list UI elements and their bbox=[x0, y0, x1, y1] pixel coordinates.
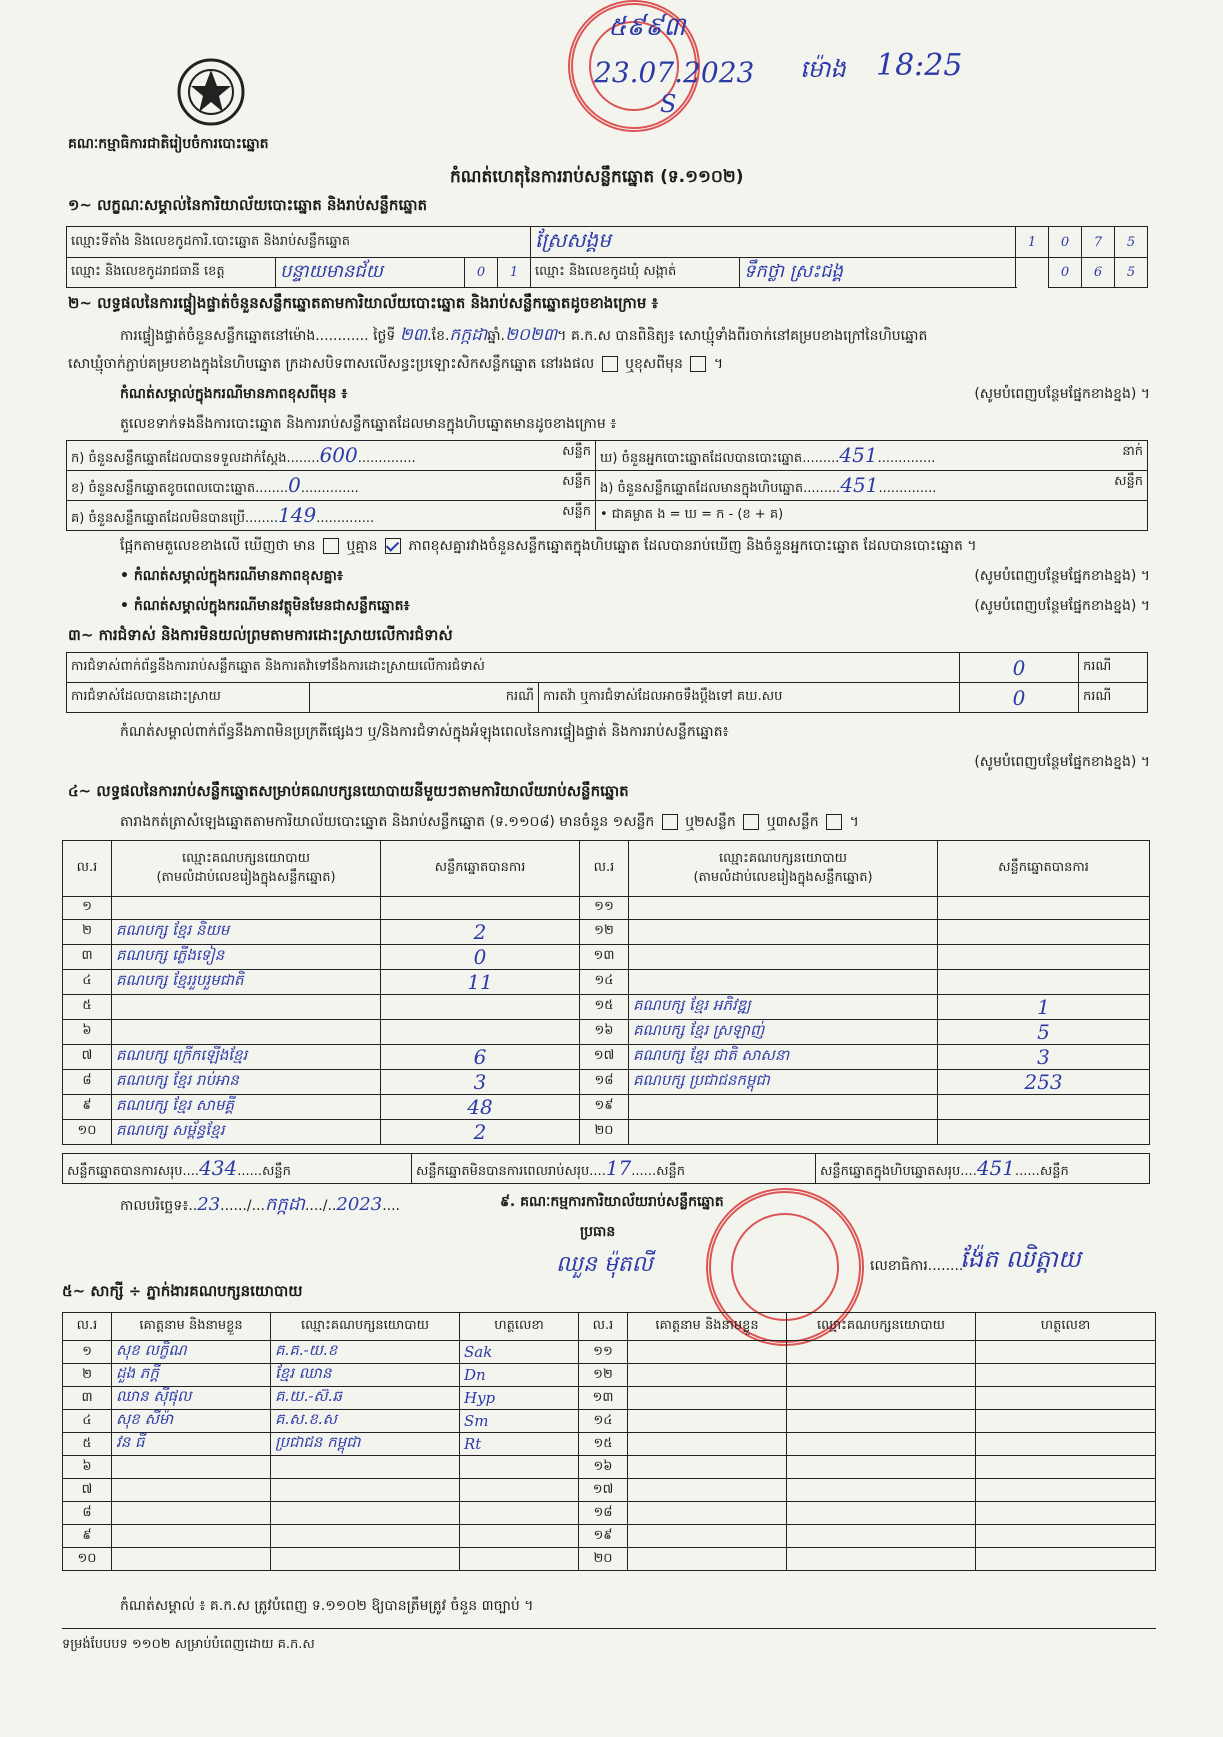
witness-party bbox=[271, 1456, 460, 1479]
location-code-digit: 7 bbox=[1082, 227, 1115, 258]
nec-emblem-icon bbox=[165, 56, 257, 128]
party-name bbox=[629, 1119, 938, 1144]
difference-note-line: កំណត់សម្គាល់ក្នុងករណីមានភាពខុសពីមុន ៖ (សូមបំពេញបន្ថែមផ្នែកខាងខ្នង) ។ bbox=[120, 386, 1150, 402]
foreign-object-note: • កំណត់សម្គាល់ក្នុងករណីមានវត្ថុមិនមែនជាសន្លឹកឆ្នោត៖ (សូមបំពេញបន្ថែមផ្នែកខាងខ្នង) ។ bbox=[120, 598, 1150, 614]
received-time-label: ម៉ោង bbox=[800, 55, 846, 83]
one-sheet-checkbox[interactable] bbox=[662, 814, 678, 830]
row-number: ៣ bbox=[63, 1387, 112, 1410]
row-number: ១៩ bbox=[580, 1094, 629, 1119]
complaints-table: ការជំទាស់ពាក់ព័ន្ធនឹងការរាប់សន្លឹកឆ្នោត និងការតវ៉ាទៅនឹងការដោះស្រាយលើការជំទាស់ 0 ករណី ការជំទាស់ដែលបានដោះស្រាយ ករណី ការតវ៉ា ឬការជំទាស់ដែលអាចទឹងប្តឹងទៅ គឃ.សប 0 ករណី bbox=[66, 652, 1148, 713]
row-number: ៦ bbox=[63, 1456, 112, 1479]
valid-votes bbox=[938, 897, 1150, 920]
valid-votes: 3 bbox=[938, 1044, 1150, 1069]
valid-votes bbox=[381, 994, 580, 1019]
witness-signature bbox=[460, 1525, 579, 1548]
witness-party bbox=[787, 1548, 976, 1571]
witness-signature bbox=[976, 1364, 1156, 1387]
table-row bbox=[63, 969, 1150, 994]
witness-signature bbox=[976, 1433, 1156, 1456]
party-name bbox=[629, 944, 938, 969]
valid-votes bbox=[381, 897, 580, 920]
table-row bbox=[63, 1341, 1156, 1364]
committee-label: ៩. គណៈកម្មការការិយាល័យរាប់សន្លឹកឆ្នោត bbox=[500, 1194, 724, 1210]
row-number: ១ bbox=[63, 1341, 112, 1364]
row-number: ១៦ bbox=[580, 1019, 629, 1044]
form-usage-note: ទម្រង់បែបបទ ១១០២ សម្រាប់បំពេញដោយ គ.ក.ស bbox=[62, 1637, 315, 1652]
witness-signature bbox=[976, 1479, 1156, 1502]
party-name bbox=[629, 1094, 938, 1119]
witness-signature: Sak bbox=[460, 1341, 579, 1364]
row-number: ១៦ bbox=[579, 1456, 628, 1479]
location-table bbox=[66, 226, 1148, 288]
witness-name bbox=[628, 1479, 787, 1502]
row-number: ១៥ bbox=[579, 1433, 628, 1456]
party-name: គណបក្ស ក្រើកឡើងខ្មែរ bbox=[112, 1044, 381, 1069]
row-number: ៦ bbox=[63, 1019, 112, 1044]
row-number: ១២ bbox=[579, 1364, 628, 1387]
party-results-table: ល.រ ឈ្មោះគណបក្សនយោបាយ (តាមលំដាប់លេខរៀងក្នុងសន្លឹកឆ្នោត) សន្លឹកឆ្នោតបានការ ល.រ ឈ្មោះគណបក្សនយោបាយ (តាមលំដាប់លេខរៀងក្នុងសន្លឹកឆ្នោត) សន្លឹកឆ្នោតបានការ ១ ១១ ២ គណបក្ស ខ្មែរ និយម 2 ១២ ៣ គណបក្ស ភ្លើងទៀន 0 ១៣ ៤ គណបក្ស ខ្មែររួបរួមជាតិ 11 ១៤ ៥ ១៥ គណបក្ស ខ្មែរ អភិវឌ្ឍ 1 ៦ ១៦ គណបក្ស ខ្មែរ ស្រឡាញ់ 5 ៧ គណបក្ស ក្រើកឡើងខ្មែរ 6 ១៧ គណបក្ស ខ្មែរ ជាតិ សាសនា 3 ៨ គណបក្ស ខ្មែរ រាប់អាន 3 ១៨ គណបក្ស ប្រជាជនកម្ពុជា 253 ៩ គណបក្ស ខ្មែរ សាមគ្គី 48 ១៩ ១០ គណបក្ស សម្ព័ន្ធខ្មែរ 2 ២០ bbox=[62, 840, 1150, 1145]
witness-signature bbox=[976, 1502, 1156, 1525]
witness-signature bbox=[460, 1479, 579, 1502]
witness-name: វន ធី bbox=[112, 1433, 271, 1456]
witness-name: សុខ លក្ខិណ bbox=[112, 1341, 271, 1364]
party-name: គណបក្ស ភ្លើងទៀន bbox=[112, 944, 381, 969]
valid-votes: 0 bbox=[381, 944, 580, 969]
received-initial: S bbox=[660, 90, 677, 118]
party-name: គណបក្ស ខ្មែរ អភិវឌ្ឍ bbox=[629, 994, 938, 1019]
witness-name: ឈាន ស៊ីផុល bbox=[112, 1387, 271, 1410]
tally-sheet-line: តារាងកត់ត្រាសំឡេងឆ្នោតតាមការិយាល័យបោះឆ្នោត និងរាប់សន្លឹកឆ្នោត (ទ.១១០៨) មានចំនួន ១សន្លឹក ឬ២សន្លឹក ឬ៣សន្លឹក ។ bbox=[120, 814, 859, 830]
footnote: កំណត់សម្គាល់ ៖ គ.ក.ស ត្រូវបំពេញ ទ.១១០២ ឱ្យបានត្រឹមត្រូវ ចំនួន ៣ច្បាប់ ។ bbox=[120, 1598, 534, 1614]
witness-party bbox=[271, 1548, 460, 1571]
witness-name bbox=[628, 1364, 787, 1387]
province-code-digit: 1 bbox=[498, 258, 531, 288]
witness-name bbox=[628, 1387, 787, 1410]
row-number: ១៤ bbox=[579, 1410, 628, 1433]
witness-signature bbox=[460, 1456, 579, 1479]
received-code: ៥៩៩៣ bbox=[608, 12, 686, 42]
witness-signature bbox=[976, 1525, 1156, 1548]
table-row bbox=[63, 897, 1150, 920]
two-sheets-checkbox[interactable] bbox=[743, 814, 759, 830]
witness-signature bbox=[976, 1456, 1156, 1479]
table-row bbox=[63, 944, 1150, 969]
results-totals: សន្លឹកឆ្នោតបានការសរុប....434......សន្លឹក សន្លឹកឆ្នោតមិនបានការពេលរាប់សរុប....17......សន្លឹក សន្លឹកឆ្នោតក្នុងហិបឆ្នោតសរុប....451......សន្លឹក bbox=[62, 1153, 1150, 1184]
row-number: ១០ bbox=[63, 1548, 112, 1571]
verification-line: ការផ្ទៀងផ្ទាត់ចំនួនសន្លឹកឆ្នោតនៅម៉ោង............ ថ្ងៃទី ២៣.ខែ.កក្កដាឆ្នាំ.២០២៣។ គ.ក.ស បានពិនិត្យ៖ សោឃ្មុំទាំងពីរចាក់នៅគម្របខាងក្រៅនៃហិបឆ្នោត bbox=[120, 325, 928, 345]
party-name bbox=[629, 969, 938, 994]
witness-signature bbox=[976, 1410, 1156, 1433]
section1-title: ១~ លក្ខណៈសម្គាល់នៃការិយាល័យបោះឆ្នោត និងរាប់សន្លឹកឆ្នោត bbox=[68, 196, 428, 214]
witness-name bbox=[628, 1525, 787, 1548]
row-number: ២ bbox=[63, 1364, 112, 1387]
has-difference-checkbox[interactable] bbox=[323, 538, 339, 554]
province-label: ឈ្មោះ និងលេខកូដរាជធានី ខេត្ត bbox=[67, 258, 276, 288]
valid-votes: 1 bbox=[938, 994, 1150, 1019]
row-number: ៩ bbox=[63, 1094, 112, 1119]
party-name: គណបក្ស ខ្មែរ ជាតិ សាសនា bbox=[629, 1044, 938, 1069]
valid-votes: 3 bbox=[381, 1069, 580, 1094]
row-number: ៣ bbox=[63, 944, 112, 969]
location-code-digit: 0 bbox=[1049, 227, 1082, 258]
row-number: ១៩ bbox=[579, 1525, 628, 1548]
valid-votes: 253 bbox=[938, 1069, 1150, 1094]
table-row bbox=[63, 1019, 1150, 1044]
valid-votes: 5 bbox=[938, 1019, 1150, 1044]
no-difference-checkbox[interactable] bbox=[385, 538, 401, 554]
row-number: ១៧ bbox=[579, 1479, 628, 1502]
table-row bbox=[63, 1410, 1156, 1433]
party-name: គណបក្ស ខ្មែរ ស្រឡាញ់ bbox=[629, 1019, 938, 1044]
witness-name bbox=[112, 1456, 271, 1479]
president-label: ប្រធាន bbox=[580, 1224, 616, 1240]
valid-votes bbox=[381, 1019, 580, 1044]
party-name: គណបក្ស សម្ព័ន្ធខ្មែរ bbox=[112, 1119, 381, 1144]
table-row bbox=[63, 1387, 1156, 1410]
witness-signature bbox=[976, 1387, 1156, 1410]
witness-party bbox=[787, 1525, 976, 1548]
section5-title: ៥~ សាក្សី ÷ ភ្នាក់ងារគណបក្សនយោបាយ bbox=[62, 1282, 303, 1300]
figures-intro: តួលេខទាក់ទងនឹងការបោះឆ្នោត និងការរាប់សន្លឹកឆ្នោតដែលមានក្នុងហិបឆ្នោតមានដូចខាងក្រោម ៖ bbox=[120, 416, 617, 432]
witness-signature: Dn bbox=[460, 1364, 579, 1387]
valid-votes: 11 bbox=[381, 969, 580, 994]
row-number: ៨ bbox=[63, 1069, 112, 1094]
commune-code-digit: 6 bbox=[1082, 258, 1115, 288]
table-row bbox=[63, 1094, 1150, 1119]
party-name bbox=[112, 897, 381, 920]
row-number: ១០ bbox=[63, 1119, 112, 1144]
seal-line: សោឃ្មុំចាក់ភ្ជាប់គម្របខាងក្នុងនៃហិបឆ្នោត ក្រដាសបិទពាសលើសន្ធះប្រឡោះសិកសន្លឹកឆ្នោត នៅរងផល ឬខុសពីមុន ។ bbox=[68, 356, 724, 372]
party-name bbox=[112, 994, 381, 1019]
table-row bbox=[63, 1069, 1150, 1094]
row-number: ៤ bbox=[63, 969, 112, 994]
difference-line: ផ្អែកតាមតួលេខខាងលើ ឃើញថា មាន ឬគ្មាន ភាពខុសគ្នារវាងចំនួនសន្លឹកឆ្នោតក្នុងហិបឆ្នោត ដែលបានរាប់ឃើញ និងចំនួនអ្នកបោះឆ្នោត ដែលបានបោះឆ្នោត ។ bbox=[120, 538, 977, 554]
witness-party bbox=[787, 1502, 976, 1525]
witness-party bbox=[271, 1502, 460, 1525]
table-row bbox=[63, 1525, 1156, 1548]
witness-signature: Hyp bbox=[460, 1387, 579, 1410]
location-label: ឈ្មោះទីតាំង និងលេខកូដការិ.បោះឆ្នោត និងរាប់សន្លឹកឆ្នោត bbox=[67, 227, 531, 258]
location-value: ស្រែសង្គម bbox=[531, 227, 1016, 258]
witness-party: គ.យ.-ស៊.ឆ bbox=[271, 1387, 460, 1410]
witness-party: ខ្មែរ ឈាន bbox=[271, 1364, 460, 1387]
witness-name bbox=[628, 1548, 787, 1571]
witness-name bbox=[628, 1341, 787, 1364]
valid-votes bbox=[938, 1094, 1150, 1119]
table-row bbox=[63, 1502, 1156, 1525]
secretary-label: លេខាធិការ........ bbox=[870, 1258, 964, 1274]
location-code-digit: 5 bbox=[1115, 227, 1148, 258]
valid-votes bbox=[938, 919, 1150, 944]
party-name bbox=[112, 1019, 381, 1044]
party-name bbox=[629, 919, 938, 944]
row-number: ៤ bbox=[63, 1410, 112, 1433]
location-code-digit: 1 bbox=[1016, 227, 1049, 258]
witness-name: សុខ សីម៉ា bbox=[112, 1410, 271, 1433]
valid-votes bbox=[938, 944, 1150, 969]
unchanged-checkbox[interactable] bbox=[602, 356, 618, 372]
president-signature: ឈួន ម៉ុតលី bbox=[556, 1252, 653, 1277]
row-number: ១៣ bbox=[580, 944, 629, 969]
row-number: ១៨ bbox=[579, 1502, 628, 1525]
witness-party: ប្រជាជន កម្ពុជា bbox=[271, 1433, 460, 1456]
commune-value: ទឹកថ្លា ស្រះជង្គ bbox=[740, 258, 1016, 288]
witness-name bbox=[628, 1410, 787, 1433]
discrepancy-note: • កំណត់សម្គាល់ក្នុងករណីមានភាពខុសគ្នា៖ (សូមបំពេញបន្ថែមផ្នែកខាងខ្នង) ។ bbox=[120, 568, 1150, 584]
irregularity-note: កំណត់សម្គាល់ពាក់ព័ន្ធនឹងភាពមិនប្រក្រតីផ្សេងៗ ឬ/និងការជំទាស់ក្នុងអំឡុងពេលនៃការផ្ទៀងផ្ទាត់ និងការរាប់សន្លឹកឆ្នោត៖ bbox=[120, 724, 729, 740]
table-row bbox=[63, 1456, 1156, 1479]
witness-party bbox=[787, 1341, 976, 1364]
section3-title: ៣~ ការជំទាស់ និងការមិនយល់ព្រមតាមការដោះស្រាយលើការជំទាស់ bbox=[68, 626, 453, 644]
changed-checkbox[interactable] bbox=[690, 356, 706, 372]
valid-votes: 2 bbox=[381, 1119, 580, 1144]
section2-title: ២~ លទ្ធផលនៃការផ្ទៀងផ្ទាត់ចំនួនសន្លឹកឆ្នោតតាមការិយាល័យបោះឆ្នោត និងរាប់សន្លឹកឆ្នោតដូចខាងក្រោម ៖ bbox=[68, 294, 659, 312]
row-number: ១ bbox=[63, 897, 112, 920]
valid-votes: 2 bbox=[381, 919, 580, 944]
witness-party bbox=[787, 1433, 976, 1456]
province-code-digit: 0 bbox=[465, 258, 498, 288]
witness-party bbox=[787, 1387, 976, 1410]
witness-name bbox=[112, 1479, 271, 1502]
commune-label: ឈ្មោះ និងលេខកូដឃុំ សង្កាត់ bbox=[531, 258, 740, 288]
party-name: គណបក្ស ខ្មែរ រាប់អាន bbox=[112, 1069, 381, 1094]
witness-party bbox=[787, 1456, 976, 1479]
table-row bbox=[63, 1044, 1150, 1069]
table-row bbox=[63, 1479, 1156, 1502]
witness-signature bbox=[460, 1548, 579, 1571]
irregularity-note-suffix: (សូមបំពេញបន្ថែមផ្នែកខាងខ្នង) ។ bbox=[974, 754, 1150, 770]
secretary-signature: ង៉ែត ឈិត្តាយ bbox=[960, 1245, 1081, 1273]
witness-signature bbox=[976, 1548, 1156, 1571]
witness-name bbox=[628, 1502, 787, 1525]
row-number: ១១ bbox=[580, 897, 629, 920]
witness-signature bbox=[460, 1502, 579, 1525]
witness-name bbox=[628, 1433, 787, 1456]
party-name: គណបក្ស ខ្មែររួបរួមជាតិ bbox=[112, 969, 381, 994]
row-number: ៨ bbox=[63, 1502, 112, 1525]
witness-party bbox=[271, 1479, 460, 1502]
row-number: ១៨ bbox=[580, 1069, 629, 1094]
witness-name bbox=[112, 1525, 271, 1548]
row-number: ២០ bbox=[580, 1119, 629, 1144]
row-number: ១៥ bbox=[580, 994, 629, 1019]
valid-votes: 6 bbox=[381, 1044, 580, 1069]
received-date: 23.07.2023 bbox=[594, 56, 755, 89]
row-number: ១១ bbox=[579, 1341, 628, 1364]
valid-votes: 48 bbox=[381, 1094, 580, 1119]
section4-title: ៤~ លទ្ធផលនៃការរាប់សន្លឹកឆ្នោតសម្រាប់គណបក្សនយោបាយនីមួយៗតាមការិយាល័យរាប់សន្លឹកឆ្នោត bbox=[68, 782, 629, 800]
table-row bbox=[63, 1433, 1156, 1456]
org-name: គណៈកម្មាធិការជាតិរៀបចំការបោះឆ្នោត bbox=[68, 136, 269, 152]
row-number: ១៤ bbox=[580, 969, 629, 994]
valid-votes bbox=[938, 969, 1150, 994]
row-number: ៧ bbox=[63, 1479, 112, 1502]
ballot-figures-table: ក) ចំនួនសន្លឹកឆ្នោតដែលបានទទួលដាក់ស្តែង........600.............. សន្លឹក ឃ) ចំនួនអ្នកបោះឆ្នោតដែលបានបោះឆ្នោត.........451.............. នាក់ ខ) ចំនួនសន្លឹកឆ្នោតខូចពេលបោះឆ្នោត........0.............. សន្លឹក ង) ចំនួនសន្លឹកឆ្នោតដែលមានក្នុងហិបឆ្នោត.........451.............. សន្លឹក គ) ចំនួនសន្លឹកឆ្នោតដែលមិនបានប្រើ........149.............. សន្លឹក • ជាគម្លាត ង = ឃ = ក - (ខ + គ) bbox=[66, 440, 1148, 531]
table-row bbox=[63, 994, 1150, 1019]
commune-code-digit: 5 bbox=[1115, 258, 1148, 288]
form-title: កំណត់ហេតុនៃការរាប់សន្លឹកឆ្នោត (ទ.១១០២) bbox=[450, 167, 744, 187]
row-number: ៧ bbox=[63, 1044, 112, 1069]
party-name: គណបក្ស ប្រជាជនកម្ពុជា bbox=[629, 1069, 938, 1094]
witness-signature bbox=[976, 1341, 1156, 1364]
party-name: គណបក្ស ខ្មែរ និយម bbox=[112, 919, 381, 944]
row-number: ២០ bbox=[579, 1548, 628, 1571]
witness-table: ល.រ គោត្តនាម និងនាមខ្លួន ឈ្មោះគណបក្សនយោបាយ ហត្ថលេខា ល.រ គោត្តនាម និងនាមខ្លួន ឈ្មោះគណបក្សនយោបាយ ហត្ថលេខា ១ សុខ លក្ខិណ គ.គ.-យ.ខ Sak ១១ ២ ដួង ភក្តី ខ្មែរ ឈាន Dn ១២ ៣ ឈាន ស៊ីផុល គ.យ.-ស៊.ឆ Hyp ១៣ ៤ សុខ សីម៉ា គ.ស.ខ.ស Sm ១៤ ៥ វន ធី ប្រជាជន កម្ពុជា Rt ១៥ ៦ ១៦ ៧ ១៧ ៨ ១៨ ៩ ១៩ ១០ ២០ bbox=[62, 1312, 1156, 1571]
witness-party bbox=[787, 1364, 976, 1387]
witness-party bbox=[787, 1479, 976, 1502]
table-row bbox=[63, 1119, 1150, 1144]
footer-divider bbox=[62, 1628, 1156, 1629]
row-number: ១២ bbox=[580, 919, 629, 944]
witness-signature: Sm bbox=[460, 1410, 579, 1433]
signing-date: កាលបរិច្ឆេទ៖..23....../...កក្កដា..../..2023.... bbox=[120, 1194, 400, 1215]
witness-party: គ.ស.ខ.ស bbox=[271, 1410, 460, 1433]
witness-name: ដួង ភក្តី bbox=[112, 1364, 271, 1387]
witness-party bbox=[787, 1410, 976, 1433]
witness-signature: Rt bbox=[460, 1433, 579, 1456]
party-name bbox=[629, 897, 938, 920]
three-sheets-checkbox[interactable] bbox=[826, 814, 842, 830]
valid-votes bbox=[938, 1119, 1150, 1144]
commune-code-digit: 0 bbox=[1049, 258, 1082, 288]
received-time: 18:25 bbox=[876, 48, 963, 83]
province-value: បន្ទាយមានជ័យ bbox=[276, 258, 465, 288]
witness-name bbox=[628, 1456, 787, 1479]
witness-party: គ.គ.-យ.ខ bbox=[271, 1341, 460, 1364]
row-number: ១៧ bbox=[580, 1044, 629, 1069]
witness-party bbox=[271, 1525, 460, 1548]
row-number: ៩ bbox=[63, 1525, 112, 1548]
party-name: គណបក្ស ខ្មែរ សាមគ្គី bbox=[112, 1094, 381, 1119]
witness-name bbox=[112, 1548, 271, 1571]
row-number: ១៣ bbox=[579, 1387, 628, 1410]
row-number: ២ bbox=[63, 919, 112, 944]
table-row bbox=[63, 1548, 1156, 1571]
row-number: ៥ bbox=[63, 994, 112, 1019]
row-number: ៥ bbox=[63, 1433, 112, 1456]
witness-name bbox=[112, 1502, 271, 1525]
table-row bbox=[63, 1364, 1156, 1387]
table-row bbox=[63, 919, 1150, 944]
